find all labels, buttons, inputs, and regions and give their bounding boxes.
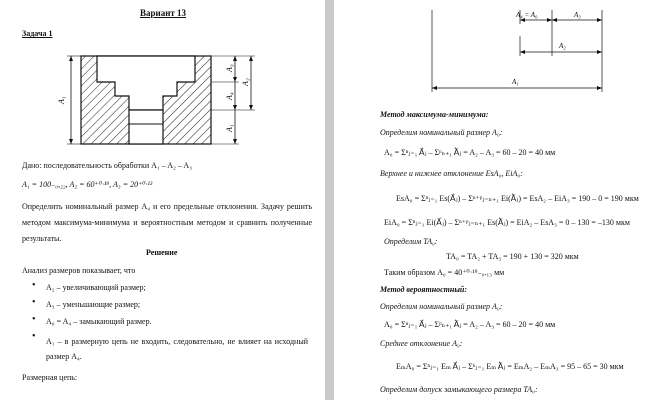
formula-em: EₘA₀ = Σⁿⱼ₌₁ Eₘ A⃗ⱼ – Σᵏⱼ₌₁ Eₘ A⃖ⱼ = EₘA₂ – EₘA₃ = 95 – 65 = 30 мкм (396, 362, 624, 371)
bullet-icon: • (32, 280, 36, 291)
label-a3: A₃ (574, 11, 581, 19)
document-page-left (0, 0, 325, 400)
label-a3: A₃ (225, 64, 234, 72)
bullet-icon: • (32, 314, 36, 325)
method-maxmin-heading: Метод максимума-минимума: (380, 110, 489, 119)
list-item: A₃ – уменьшающие размер; (46, 300, 141, 309)
label-a2: A₂ (559, 42, 566, 50)
list-item: A₂ – увеличивающий размер; (46, 283, 146, 292)
method-prob-heading: Метод вероятностный: (380, 285, 468, 294)
solution-heading: Решение (146, 248, 178, 257)
formula-a0-2: A₀ = Σⁿⱼ₌₁ A⃗ⱼ – Σᵖₙ₊₁ A⃖ⱼ = A₂ – A₃ = 60 – 20 = 40 мм (384, 320, 556, 329)
bullet-icon: • (32, 297, 36, 308)
chain-label: Размерная цепь: (22, 373, 78, 382)
label-a4: A₄ (225, 92, 234, 100)
label-a4-a0: A₄ = A₀ (516, 11, 538, 19)
task-heading: Задача 1 (22, 29, 53, 38)
task-paragraph: Определить номинальный размер A₄ и его предельные отклонения. Задачу решить методом максимума-минимума и вероятностным методом и сравнить полученные результаты. (22, 202, 312, 243)
formula-es: EsA₀ = Σⁿⱼ₌₁ Es(A⃗ⱼ) – Σⁿ⁺ᵖⱼ₌ₙ₊₁ Ei(A⃖ⱼ) = EsA₂ – EiA₃ = 190 – 0 = 190 мкм (396, 194, 639, 203)
result-a0: Таким образом A₀ = 40⁺⁰·¹⁹₋₀.₁₃ мм (384, 268, 505, 277)
step-nominal: Определим номинальный размер A₀: (380, 128, 503, 137)
label-a1-right: A₁ (225, 124, 234, 132)
formula-ei: EiA₀ = Σⁿⱼ₌₁ Ei(A⃗ⱼ) – Σⁿ⁺ᵖⱼ₌ₙ₊₁ Es(A⃖ⱼ) = EiA₂ – EsA₃ = 0 – 130 = –130 мкм (384, 218, 630, 227)
given-line: Дано: последовательность обработки A₁ – A₂ – A₃ (22, 161, 192, 170)
variant-title: Вариант 13 (140, 8, 187, 18)
step-nominal-2: Определим номинальный размер A₀: (380, 302, 503, 311)
label-a1: A₁ (512, 78, 519, 86)
step-deviations: Верхнее и нижнее отклонение EsA₀, EiA₀: (380, 169, 523, 178)
part-drawing (55, 44, 265, 150)
label-a2: A₂ (241, 78, 250, 86)
step-tolerance-2: Определим допуск замыкающего размера TA₀: (380, 385, 538, 394)
label-a1: A₁ (57, 96, 66, 104)
values-line: A₁ = 100₋₀,₂₂, A₂ = 60⁺⁰·¹⁹, A₃ = 20⁺⁰·¹³ (22, 180, 153, 189)
step-mean-deviation: Среднее отклонение A₀: (380, 339, 463, 348)
list-item: A₁ – в размерную цепь не входить, следовательно, не влияет на исходный размер A₄. (46, 337, 308, 361)
step-tolerance: Определим TA₀: (384, 237, 438, 246)
dimension-chain-diagram (424, 6, 614, 98)
bullet-icon: • (32, 331, 36, 342)
analysis-text: Анализ размеров показывает, что (22, 266, 136, 275)
list-item: A₀ = A₄ – замыкающий размер. (46, 317, 152, 326)
formula-ta0: TA₀ = TA₂ + TA₃ = 190 + 130 = 320 мкм (446, 252, 579, 261)
document-page-right (334, 0, 666, 400)
formula-a0: A₀ = Σⁿⱼ₌₁ A⃗ⱼ – Σᵖₙ₊₁ A⃖ⱼ = A₂ – A₃ = 60 – 20 = 40 мм (384, 148, 556, 157)
